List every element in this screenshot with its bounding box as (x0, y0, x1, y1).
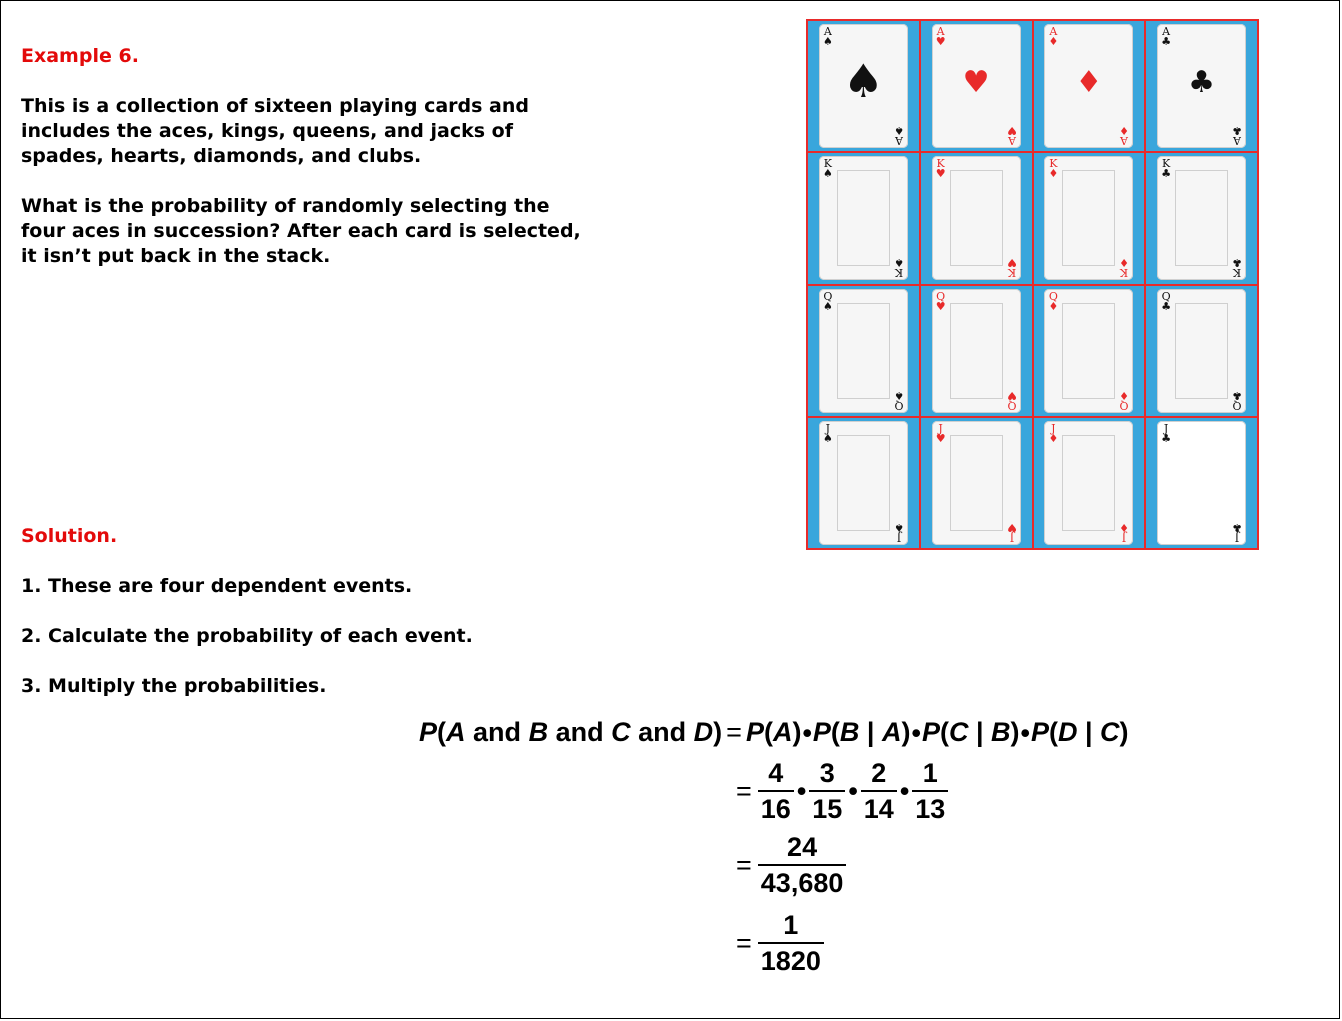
card-cell (1146, 418, 1257, 548)
card-cell (1146, 286, 1257, 416)
card-cell (1146, 21, 1257, 151)
card-cell (808, 418, 919, 548)
probability-simplified: = $\frac{1}{1820}$ (732, 910, 826, 976)
problem-paragraph-1: This is a collection of sixteen playing cards and includes the aces, kings, queens, and jacks of spades, hearts, diamonds, and clubs. (21, 95, 529, 167)
king-of-hearts-card: K ♥ K ♥ (932, 156, 1021, 280)
probability-product-line: = $\frac{4}{16}$ • $\frac{3}{15}$ • $\frac{2}{14}$ • $\frac{1}{13}$ (732, 758, 950, 824)
queen-of-clubs-card: Q ♣ Q ♣ (1157, 289, 1246, 413)
fraction-4: $\frac{1}{13}$ (912, 758, 948, 824)
card-cell (1034, 21, 1145, 151)
card-cell (921, 153, 1032, 283)
fraction-2: $\frac{3}{15}$ (809, 758, 845, 824)
solution-step-2: 2. Calculate the probability of each event. (21, 625, 473, 647)
king-of-clubs-card: K ♣ K ♣ (1157, 156, 1246, 280)
card-cell (1034, 286, 1145, 416)
diamonds-pip-icon: ♦ (1075, 65, 1103, 101)
problem-paragraph-2: What is the probability of randomly selecting the four aces in succession? After each card is selected, it isn’t put back in the stack. (21, 195, 581, 267)
card-cell (1034, 153, 1145, 283)
probability-formula: P(A and B and C and D) = P(A)•P(B | A)•P(C | B)•P(D | C) (419, 717, 1129, 749)
spades-pip-icon: ♠ (842, 54, 884, 109)
queen-of-diamonds-card: Q ♦ Q ♦ (1044, 289, 1133, 413)
card-cell (921, 21, 1032, 151)
king-of-spades-card: K ♠ K ♠ (819, 156, 908, 280)
fraction-1: $\frac{4}{16}$ (758, 758, 794, 824)
clubs-pip-icon: ♣ (1188, 65, 1216, 101)
jack-of-spades-card: J ♠ J ♠ (819, 421, 908, 545)
jack-of-clubs-card: J ♣ J ♣ (1157, 421, 1246, 545)
queen-of-hearts-card: Q ♥ Q ♥ (932, 289, 1021, 413)
problem-text (21, 94, 581, 294)
jack-of-diamonds-card: J ♦ J ♦ (1044, 421, 1133, 545)
card-cell (808, 286, 919, 416)
card-cell (1146, 153, 1257, 283)
ace-of-spades-card: A ♠ A ♠ ♠ (819, 24, 908, 148)
playing-card-grid (806, 19, 1259, 550)
solution-title: Solution. (21, 525, 118, 547)
hearts-pip-icon: ♥ (962, 65, 990, 101)
fraction-3: $\frac{2}{14}$ (861, 758, 897, 824)
fraction-product: $\frac{24}{43,680}$ (758, 832, 847, 898)
jack-of-hearts-card: J ♥ J ♥ (932, 421, 1021, 545)
ace-of-hearts-card: A ♥ A ♥ ♥ (932, 24, 1021, 148)
ace-of-clubs-card: A ♣ A ♣ ♣ (1157, 24, 1246, 148)
example-title: Example 6. (21, 45, 139, 67)
card-cell (1034, 418, 1145, 548)
solution-step-3: 3. Multiply the probabilities. (21, 675, 327, 697)
fraction-final: $\frac{1}{1820}$ (758, 910, 824, 976)
card-cell (921, 286, 1032, 416)
probability-product-result: = $\frac{24}{43,680}$ (732, 832, 848, 898)
king-of-diamonds-card: K ♦ K ♦ (1044, 156, 1133, 280)
card-cell (808, 21, 919, 151)
ace-of-diamonds-card: A ♦ A ♦ ♦ (1044, 24, 1133, 148)
solution-step-1: 1. These are four dependent events. (21, 575, 413, 597)
card-cell (921, 418, 1032, 548)
card-cell (808, 153, 919, 283)
queen-of-spades-card: Q ♠ Q ♠ (819, 289, 908, 413)
